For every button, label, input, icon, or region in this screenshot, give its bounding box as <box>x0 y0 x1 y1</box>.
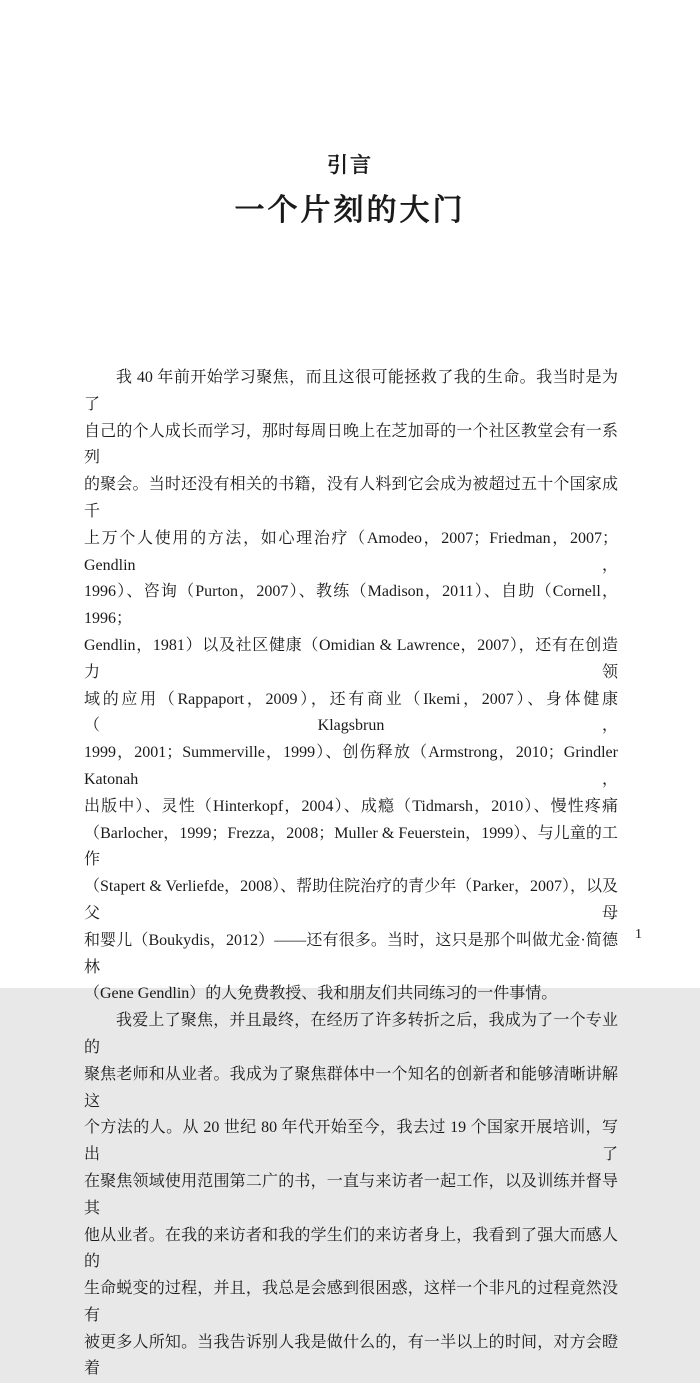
text-line: （Stapert & Verliefde，2008）、帮助住院治疗的青少年（Parker，2007），以及父母 <box>84 878 618 922</box>
text-line: 他从业者。在我的来访者和我的学生们的来访者身上，我看到了强大而感人的 <box>84 1226 618 1271</box>
body-text <box>84 365 618 1383</box>
text-line: 出版中）、灵性（Hinterkopf，2004）、成瘾（Tidmarsh，2010）、慢性疼痛 <box>84 797 618 815</box>
text-line: 在聚焦领域使用范围第二广的书，一直与来访者一起工作，以及训练并督导其 <box>84 1172 618 1217</box>
page-number: 1 <box>635 927 642 942</box>
text-line: （Gene Gendlin）的人免费教授、我和朋友们共同练习的一件事情。 <box>84 985 558 1003</box>
chapter-title: 一个片刻的大门 <box>234 194 466 227</box>
text-line: 个方法的人。从 20 世纪 80 年代开始至今，我去过 19 个国家开展培训，写出了 <box>84 1119 618 1164</box>
paragraph-2 <box>84 1008 618 1383</box>
text-line: 域的应用（Rappaport，2009），还有商业（Ikemi，2007）、身体健康（Klagsbrun， <box>84 690 618 735</box>
text-line: 1996）、咨询（Purton，2007）、教练（Madison，2011）、自助（Cornell，1996； <box>84 583 618 628</box>
text-line: 我 40 年前开始学习聚焦，而且这很可能拯救了我的生命。我当时是为了 <box>84 369 618 413</box>
text-line: 生命蜕变的过程，并且，我总是会感到很困惑，这样一个非凡的过程竟然没有 <box>84 1280 618 1324</box>
text-line: 1999，2001；Summerville，1999）、创伤释放（Armstrong，2010；Grindler Katonah， <box>84 744 618 788</box>
text-line: 自己的个人成长而学习，那时每周日晚上在芝加哥的一个社区教堂会有一系列 <box>84 422 618 467</box>
text-line: 聚焦老师和从业者。我成为了聚焦群体中一个知名的创新者和能够清晰讲解这 <box>84 1065 618 1110</box>
text-line: 和婴儿（Boukydis，2012）——还有很多。当时，这只是那个叫做尤金·简德林 <box>84 931 618 976</box>
text-line: Gendlin，1981）以及社区健康（Omidian & Lawrence，2007），还有在创造力领 <box>84 636 618 681</box>
paragraph-1 <box>84 365 618 1008</box>
text-line: 的聚会。当时还没有相关的书籍，没有人料到它会成为被超过五十个国家成千 <box>84 476 618 520</box>
text-line: 被更多人所知。当我告诉别人我是做什么的，有一半以上的时间，对方会瞪着 <box>84 1333 618 1378</box>
text-line: （Barlocher，1999；Frezza，2008；Muller & Feuerstein，1999）、与儿童的工作 <box>84 824 618 869</box>
section-label: 引言 <box>327 153 373 177</box>
text-line: 我爱上了聚焦，并且最终，在经历了许多转折之后，我成为了一个专业的 <box>84 1012 618 1056</box>
text-line: 上万个人使用的方法，如心理治疗（Amodeo，2007；Friedman，2007；Gendlin， <box>84 529 618 574</box>
